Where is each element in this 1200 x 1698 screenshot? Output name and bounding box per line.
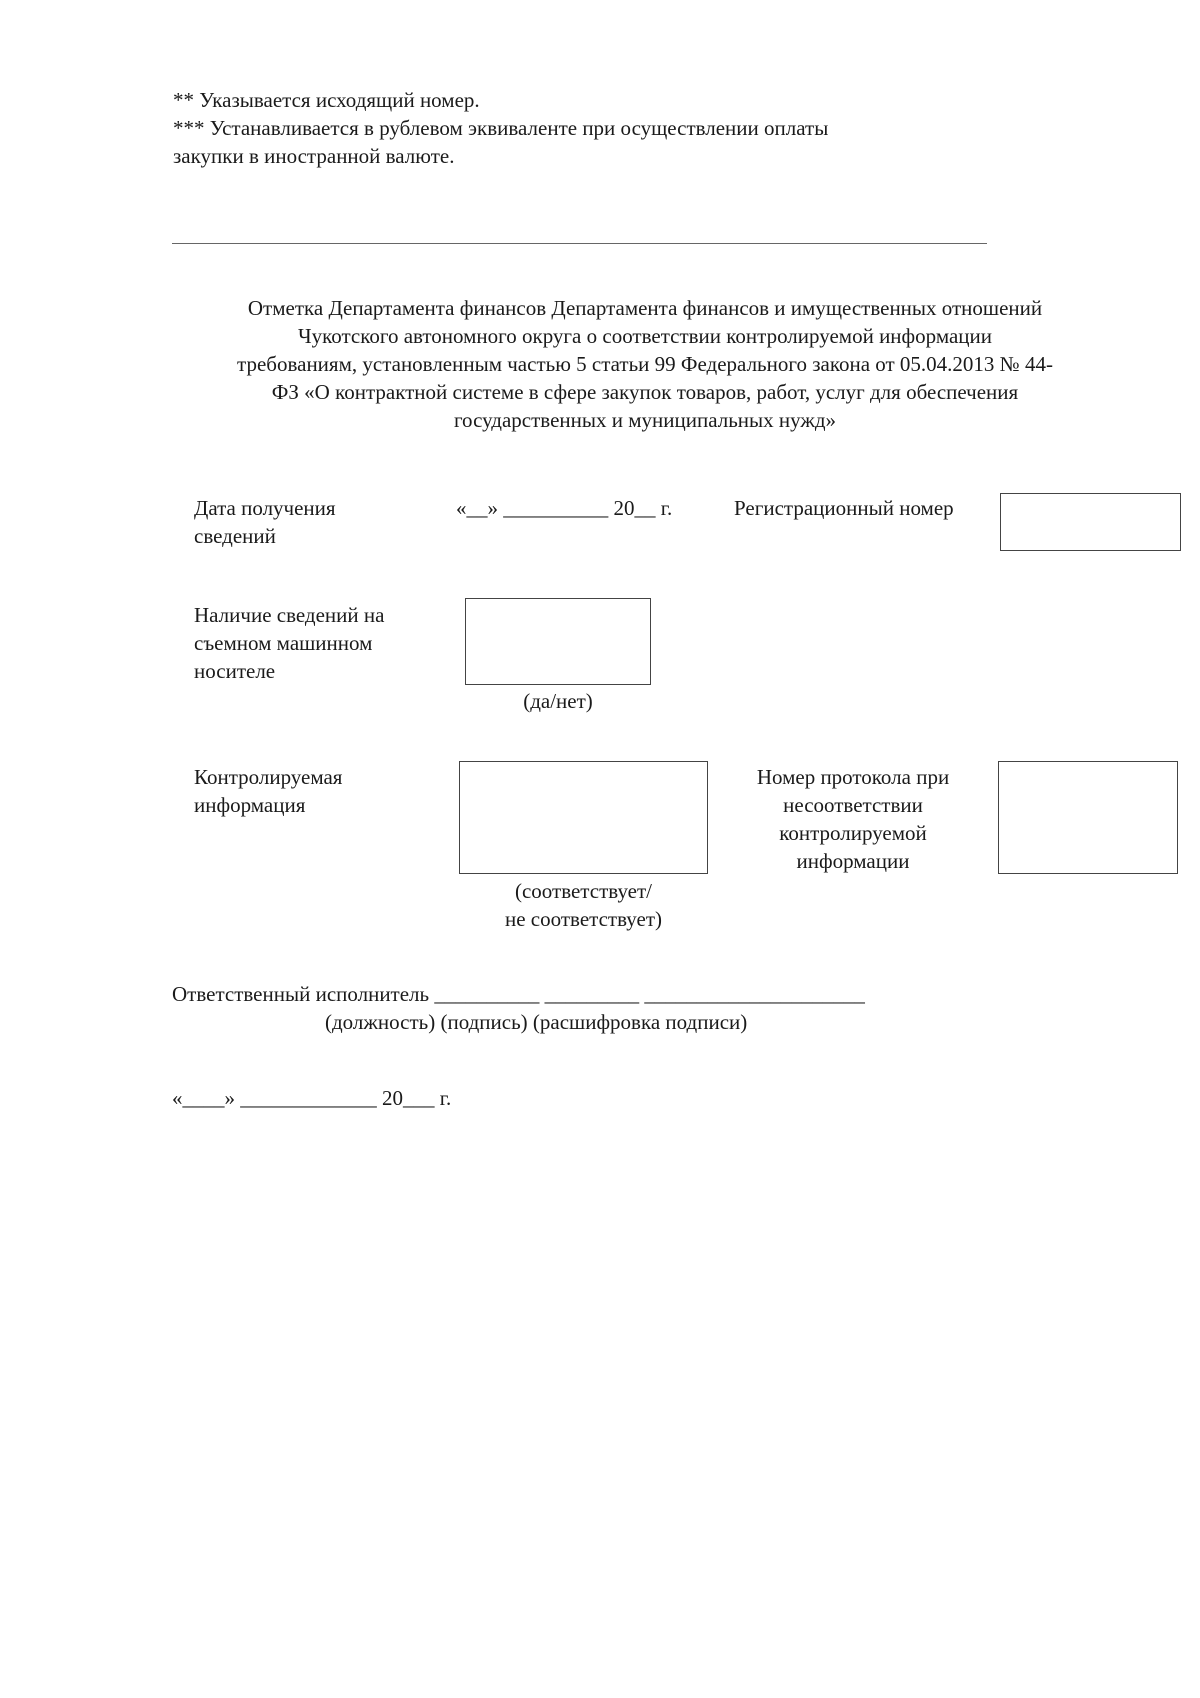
footnote-2: ** Указывается исходящий номер. [173, 88, 480, 112]
reg-number-box[interactable] [1000, 493, 1181, 551]
heading-line-2: Чукотского автономного округа о соответствии контролируемой информации [297, 324, 993, 348]
controlled-info-box[interactable] [459, 761, 708, 874]
protocol-label-line3: контролируемой [779, 821, 927, 845]
heading-line-5: государственных и муниципальных нужд» [453, 408, 837, 432]
controlled-label-line1: Контролируемая [194, 765, 343, 789]
heading-line-1: Отметка Департамента финансов Департамента финансов и имущественных отношений [247, 296, 1043, 320]
protocol-label-line2: несоответствии [783, 793, 923, 817]
footnote-3-line2: закупки в иностранной валюте. [173, 144, 455, 168]
receipt-date-field[interactable]: «__» __________ 20__ г. [456, 496, 673, 520]
controlled-label-line2: информация [194, 793, 306, 817]
protocol-label-line1: Номер протокола при [756, 765, 950, 789]
reg-number-label: Регистрационный номер [734, 496, 954, 520]
footnote-3-line1: *** Устанавливается в рублевом эквиваленте при осуществлении оплаты [173, 116, 829, 140]
separator-line [172, 243, 987, 244]
media-hint: (да/нет) [523, 689, 593, 713]
heading-line-4: ФЗ «О контрактной системе в сфере закупок товаров, работ, услуг для обеспечения [271, 380, 1019, 404]
media-box[interactable] [465, 598, 651, 685]
executor-captions: (должность) (подпись) (расшифровка подписи) [325, 1010, 748, 1034]
protocol-label-line4: информации [796, 849, 910, 873]
final-date-field[interactable]: «____» _____________ 20___ г. [172, 1086, 452, 1110]
controlled-hint-line2: не соответствует) [505, 907, 662, 931]
media-label-line2: съемном машинном [194, 631, 373, 655]
receipt-date-label-line2: сведений [194, 524, 276, 548]
media-label-line1: Наличие сведений на [194, 603, 385, 627]
executor-line[interactable]: Ответственный исполнитель __________ _________ _____________________ [172, 982, 865, 1006]
controlled-hint-line1: (соответствует/ [514, 879, 652, 903]
media-label-line3: носителе [194, 659, 276, 683]
heading-line-3: требованиям, установленным частью 5 статьи 99 Федерального закона от 05.04.2013 № 44- [237, 352, 1053, 376]
receipt-date-label-line1: Дата получения [194, 496, 336, 520]
protocol-number-box[interactable] [998, 761, 1178, 874]
